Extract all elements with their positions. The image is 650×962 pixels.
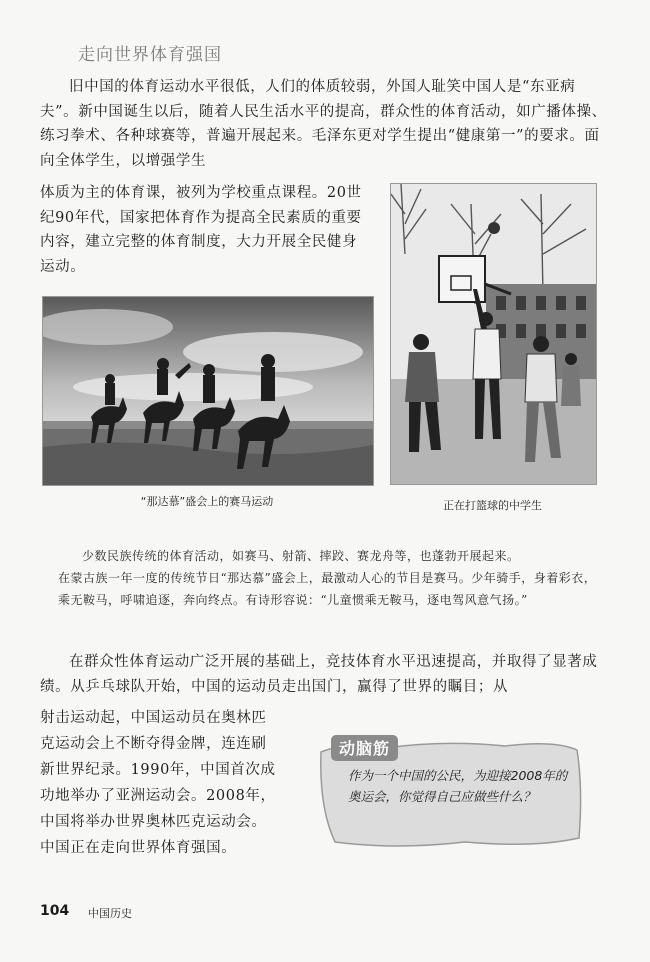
paragraph-intro: 旧中国的体育运动水平很低，人们的体质较弱，外国人耻笑中国人是“东亚病夫”。新中国诞生以后，随着人民生活水平的提高，群众性的体育活动，如广播体操、练习拳术、各种球赛等，普遍开展起来。毛泽东更对学生提出“健康第一”的要求。面向全体学生，以增强学生: [40, 79, 607, 169]
horse-racing-caption: “那达慕”盛会上的赛马运动: [140, 495, 274, 508]
note-body: 在蒙古族一年一度的传统节日“那达慕”盛会上，最激动人心的节目是赛马。少年骑手，身着彩衣，乘无鞍马，呼啸追逐，奔向终点。有诗形容说：“儿童惯乘无鞍马，逐电驾风意气扬。”: [58, 571, 597, 607]
section-title: 走向世界体育强国: [78, 45, 222, 65]
think-box-question: 作为一个中国的公民，为迎接2008年的奥运会，你觉得自己应做些什么？: [348, 768, 568, 804]
paragraph-olympics: 射击运动起，中国运动员在奥林匹克运动会上不断夺得金牌，连连刷新世界纪录。1990年，中国首次成功地举办了亚洲运动会。2008年，中国将举办世界奥林匹克运动会。中国正在走向世界体育强国。: [40, 710, 276, 856]
paragraph-competitive-sports: 在群众性体育运动广泛开展的基础上，竞技体育水平迅速提高，并取得了显著成绩。从乒乓球队开始，中国的运动员走出国门，赢得了世界的瞩目；从: [40, 654, 598, 695]
horse-racing-photo: [42, 296, 374, 486]
minority-sports-note: [58, 545, 606, 611]
paragraph-fitness: 体质为主的体育课，被列为学校重点课程。20世纪90年代，国家把体育作为提高全民素质的重要内容，建立完整的体育制度，大力开展全民健身运动。: [40, 185, 362, 275]
basketball-photo: [390, 183, 597, 485]
think-box-badge: 动脑筋: [331, 735, 398, 761]
basketball-caption: 正在打篮球的中学生: [443, 499, 542, 512]
note-first-line: 少数民族传统的体育活动，如赛马、射箭、摔跤、赛龙舟等，也蓬勃开展起来。: [82, 549, 520, 563]
book-name: 中国历史: [88, 907, 132, 920]
page-number: 104: [40, 903, 70, 919]
